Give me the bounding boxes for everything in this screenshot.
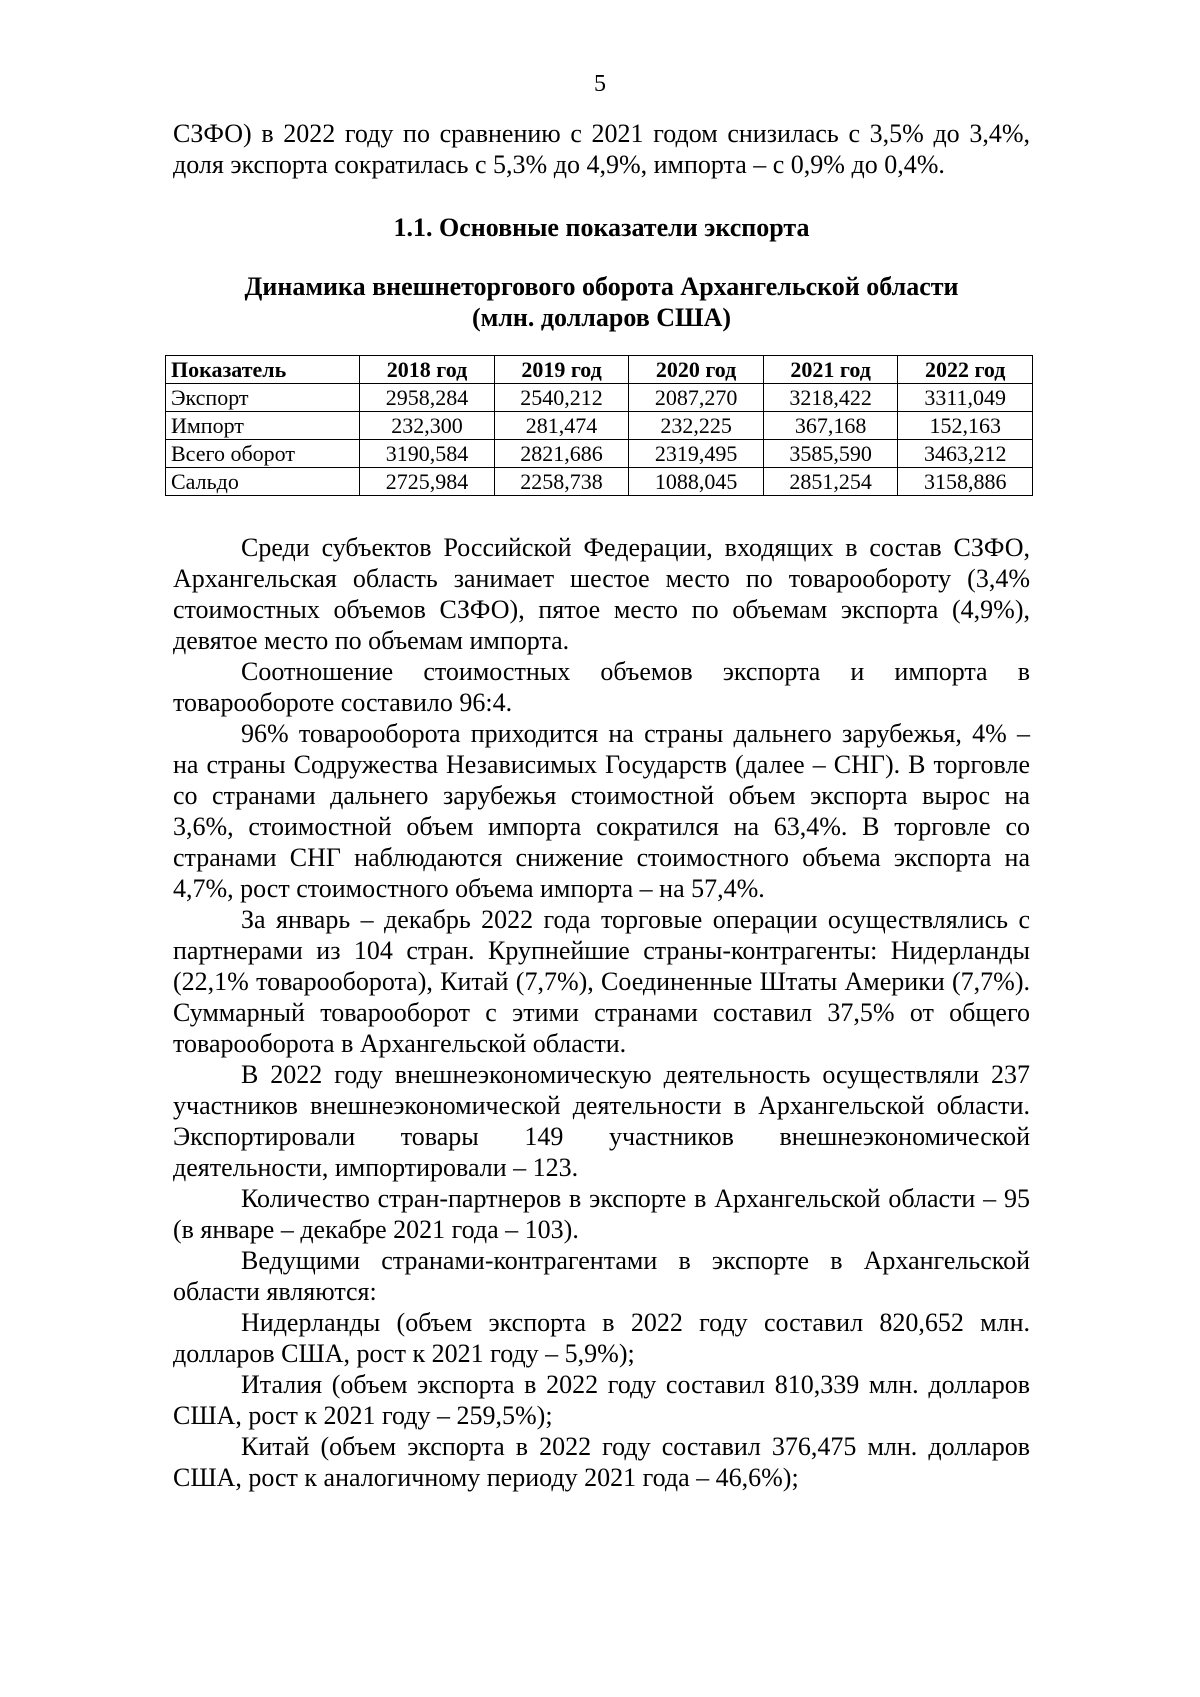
- paragraph: Нидерланды (объем экспорта в 2022 году составил 820,652 млн. долларов США, рост к 2021 году – 5,9%);: [173, 1308, 1030, 1368]
- document-body: [173, 118, 1030, 1493]
- table-header-row: [166, 356, 1033, 384]
- table-cell: 2821,686: [494, 440, 629, 468]
- table-cell: Сальдо: [166, 468, 360, 496]
- table-cell: 2851,254: [763, 468, 898, 496]
- paragraph: Италия (объем экспорта в 2022 году составил 810,339 млн. долларов США, рост к 2021 году – 259,5%);: [173, 1370, 1030, 1430]
- table-header-cell: Показатель: [166, 356, 360, 384]
- table-cell: 1088,045: [629, 468, 764, 496]
- table-cell: 2540,212: [494, 384, 629, 412]
- table-cell: 3585,590: [763, 440, 898, 468]
- table-cell: Всего оборот: [166, 440, 360, 468]
- paragraph: В 2022 году внешнеэкономическую деятельность осуществляли 237 участников внешнеэкономической деятельности в Архангельской области. Экспортировали товары 149 участников внешнеэкономической деятельности, импортировали – 123.: [173, 1060, 1030, 1182]
- table-title-line-1: Динамика внешнеторгового оборота Архангельской области: [244, 272, 959, 301]
- table-cell: Экспорт: [166, 384, 360, 412]
- table-cell: 3463,212: [898, 440, 1033, 468]
- table-header-cell: 2022 год: [898, 356, 1033, 384]
- intro-line-1: СЗФО) в 2022 году по сравнению с 2021 годом снизилась с 3,5% до 3,4%,: [173, 119, 1030, 148]
- paragraph: Китай (объем экспорта в 2022 году составил 376,475 млн. долларов США, рост к аналогичному периоду 2021 года – 46,6%);: [173, 1432, 1030, 1492]
- section-heading: 1.1. Основные показатели экспорта: [393, 213, 810, 242]
- table-header-cell: 2021 год: [763, 356, 898, 384]
- table-title-line-2: (млн. долларов США): [471, 303, 732, 332]
- table-cell: 3158,886: [898, 468, 1033, 496]
- body-text: [173, 532, 1030, 1493]
- table-row-export: [166, 384, 1033, 412]
- table-cell: 3218,422: [763, 384, 898, 412]
- intro-line-2: доля экспорта сократилась с 5,3% до 4,9%, импорта – с 0,9% до 0,4%.: [173, 150, 945, 179]
- page-number: 5: [594, 71, 606, 97]
- paragraph: 96% товарооборота приходится на страны дальнего зарубежья, 4% – на страны Содружества Независимых Государств (далее – СНГ). В торговле со странами дальнего зарубежья стоимостной объем экспорта вырос на 3,6%, стоимостной объем импорта сократился на 63,4%. В торговле со странами СНГ наблюдаются снижение стоимостного объема экспорта на 4,7%, рост стоимостного объема импорта – на 57,4%.: [173, 719, 1030, 903]
- paragraph: Количество стран-партнеров в экспорте в Архангельской области – 95 (в январе – декабре 2021 года – 103).: [173, 1184, 1030, 1244]
- table-cell: 367,168: [763, 412, 898, 440]
- table-cell: 232,300: [360, 412, 495, 440]
- paragraph: За январь – декабрь 2022 года торговые операции осуществлялись с партнерами из 104 стран. Крупнейшие страны-контрагенты: Нидерланды (22,1% товарооборота), Китай (7,7%), Соединенные Штаты Америки (7,7%). Суммарный товарооборот с этими странами составил 37,5% от общего товарооборота в Архангельской области.: [173, 905, 1030, 1058]
- table-header-cell: 2018 год: [360, 356, 495, 384]
- table-row-balance: [166, 468, 1033, 496]
- table-cell: 2725,984: [360, 468, 495, 496]
- table-header-cell: 2019 год: [494, 356, 629, 384]
- table-cell: 3190,584: [360, 440, 495, 468]
- paragraph: Ведущими странами-контрагентами в экспорте в Архангельской области являются:: [173, 1246, 1030, 1306]
- table-row-import: [166, 412, 1033, 440]
- table-cell: Импорт: [166, 412, 360, 440]
- paragraph: Среди субъектов Российской Федерации, входящих в состав СЗФО, Архангельская область занимает шестое место по товарообороту (3,4% стоимостных объемов СЗФО), пятое место по объемам экспорта (4,9%), девятое место по объемам импорта.: [173, 533, 1030, 655]
- table-title: [173, 271, 1030, 333]
- trade-turnover-table: [165, 355, 1033, 496]
- table-cell: 2319,495: [629, 440, 764, 468]
- table-cell: 232,225: [629, 412, 764, 440]
- table-cell: 281,474: [494, 412, 629, 440]
- table-cell: 2087,270: [629, 384, 764, 412]
- table-row-total: [166, 440, 1033, 468]
- paragraph: Соотношение стоимостных объемов экспорта и импорта в товарообороте составило 96:4.: [173, 657, 1030, 717]
- table-cell: 152,163: [898, 412, 1033, 440]
- table-header-cell: 2020 год: [629, 356, 764, 384]
- table-cell: 3311,049: [898, 384, 1033, 412]
- table-cell: 2258,738: [494, 468, 629, 496]
- table-cell: 2958,284: [360, 384, 495, 412]
